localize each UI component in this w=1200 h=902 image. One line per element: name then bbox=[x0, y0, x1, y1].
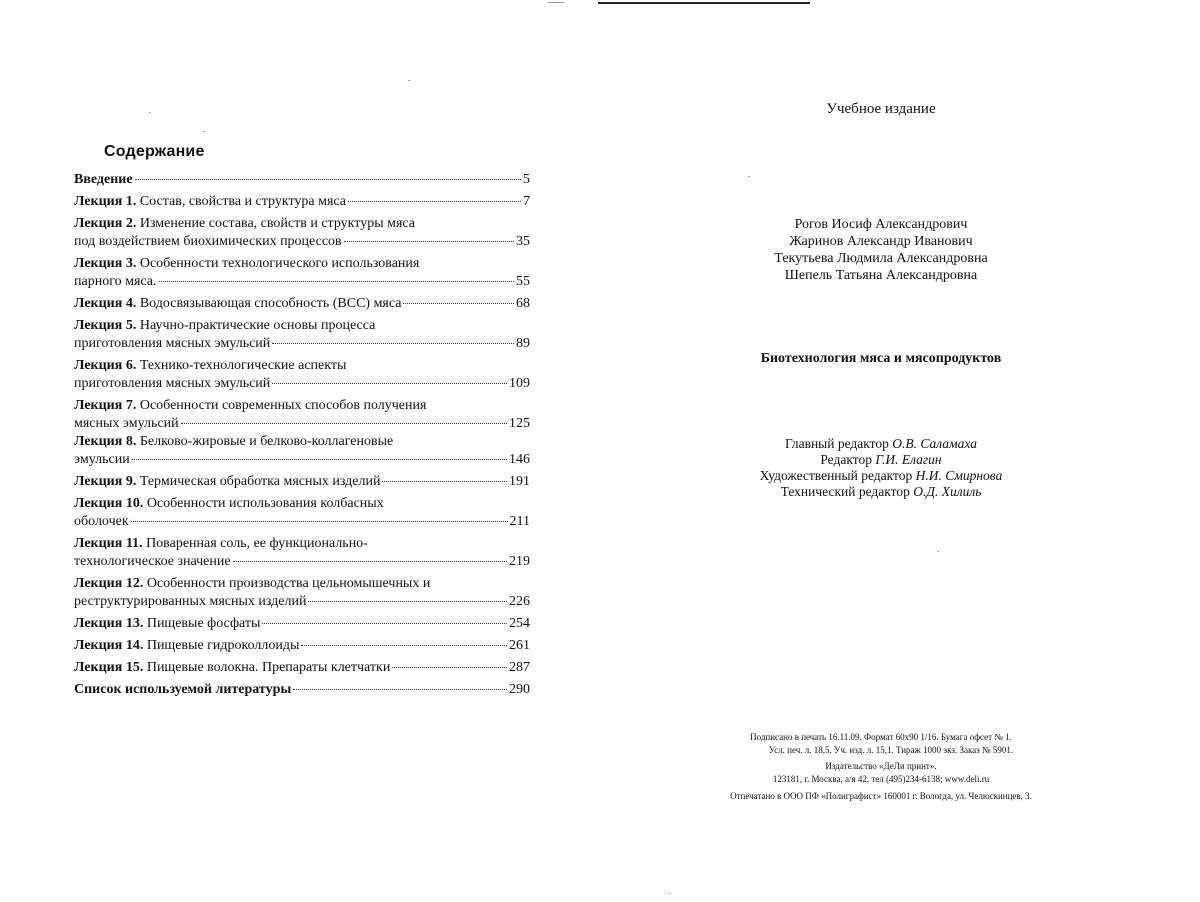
toc-entry-text: Белково-жировые и белково-коллагеновые bbox=[139, 434, 394, 449]
toc-leader-dots bbox=[392, 667, 507, 668]
toc-entry-text: приготовления мясных эмульсий bbox=[74, 336, 271, 351]
toc-leader-dots bbox=[348, 201, 521, 202]
toc-entry-label: Лекция 12. bbox=[74, 576, 144, 591]
toc-entry-label: Лекция 14. bbox=[74, 638, 144, 653]
toc-entry-text: эмульсии bbox=[74, 452, 130, 467]
editor-line bbox=[700, 484, 1062, 500]
toc-entry bbox=[74, 575, 530, 611]
toc-entry-label: Лекция 15. bbox=[74, 660, 144, 675]
toc-entry-label: Лекция 4. bbox=[74, 296, 137, 311]
toc-entry bbox=[74, 535, 530, 571]
toc-entry-text: парного мяса. bbox=[74, 274, 157, 289]
toc-entry bbox=[74, 357, 530, 393]
toc-entry bbox=[74, 495, 530, 531]
toc-entry-text: технологическое значение bbox=[74, 554, 231, 569]
edition-type: Учебное издание bbox=[826, 101, 936, 117]
toc-page-number: 109 bbox=[509, 376, 530, 391]
imprint-publisher: Издательство «ДеЛи принт». bbox=[825, 761, 937, 771]
toc-entry-label: Лекция 5. bbox=[74, 318, 137, 333]
toc-entry-label: Лекция 1. bbox=[74, 194, 137, 209]
toc-page-number: 68 bbox=[516, 296, 530, 311]
editor-name: О.Д. Хилиль bbox=[913, 484, 982, 499]
scan-edge-line bbox=[598, 2, 810, 4]
toc-entry bbox=[74, 615, 530, 633]
toc-leader-dots bbox=[262, 623, 507, 624]
editor-role: Технический редактор bbox=[780, 484, 910, 499]
toc-page-number: 219 bbox=[509, 554, 530, 569]
toc-page-number: 55 bbox=[516, 274, 530, 289]
toc-entry bbox=[74, 659, 530, 677]
toc-page-number: 89 bbox=[516, 336, 530, 351]
toc-leader-dots bbox=[382, 481, 507, 482]
toc-title: Содержание bbox=[104, 143, 205, 160]
toc-entry-text: Особенности современных способов получения bbox=[139, 398, 427, 413]
toc-page-number: 261 bbox=[509, 638, 530, 653]
toc-page-number: 125 bbox=[509, 416, 530, 431]
toc-leader-dots bbox=[403, 303, 514, 304]
toc-entry-text: Пищевые гидроколлоиды bbox=[146, 638, 300, 653]
toc-entry bbox=[74, 681, 530, 699]
toc-entry bbox=[74, 295, 530, 313]
toc-entry-text: приготовления мясных эмульсий bbox=[74, 376, 271, 391]
toc-entry-text: Особенности использования колбасных bbox=[146, 496, 384, 511]
toc-entry bbox=[74, 473, 530, 491]
editor-line bbox=[700, 468, 1062, 484]
editor-line bbox=[700, 452, 1062, 468]
toc-entry bbox=[74, 433, 530, 469]
toc-entry bbox=[74, 171, 530, 189]
toc-entry-label: Лекция 10. bbox=[74, 496, 144, 511]
toc-entry-text: Пищевые фосфаты bbox=[146, 616, 261, 631]
toc-leader-dots bbox=[135, 179, 521, 180]
imprint-sheets: Усл. печ. л. 18,5. Уч. изд. л. 15,1. Тираж 1000 экз. Заказ № 5901. bbox=[768, 745, 1014, 755]
toc-leader-dots bbox=[293, 689, 507, 690]
toc-leader-dots bbox=[344, 241, 514, 242]
toc-entry-label: Лекция 11. bbox=[74, 536, 143, 551]
editor-name: О.В. Саламаха bbox=[892, 436, 977, 451]
table-of-contents bbox=[74, 171, 530, 699]
editor-role: Художественный редактор bbox=[759, 468, 913, 483]
scan-speck bbox=[668, 893, 670, 894]
book-title: Биотехнология мяса и мясопродуктов bbox=[760, 351, 1002, 366]
scan-speck bbox=[203, 131, 205, 132]
toc-entry-text: Термическая обработка мясных изделий bbox=[139, 474, 381, 489]
toc-entry bbox=[74, 215, 530, 251]
toc-entry bbox=[74, 193, 530, 211]
toc-page-number: 35 bbox=[516, 234, 530, 249]
editor-name: Н.И. Смирнова bbox=[915, 468, 1003, 483]
toc-page-number: 287 bbox=[509, 660, 530, 675]
toc-leader-dots bbox=[132, 459, 507, 460]
toc-page-number: 7 bbox=[523, 194, 530, 209]
toc-entry-text: Технико-технологические аспекты bbox=[139, 358, 347, 373]
imprint-block bbox=[700, 731, 1062, 803]
author-list bbox=[700, 216, 1062, 284]
toc-entry-text: Водосвязывающая способность (ВСС) мяса bbox=[139, 296, 402, 311]
toc-entry-label: Лекция 8. bbox=[74, 434, 137, 449]
author-name: Жаринов Александр Иванович bbox=[789, 234, 973, 249]
toc-leader-dots bbox=[272, 343, 514, 344]
toc-leader-dots bbox=[301, 645, 507, 646]
toc-page-number: 191 bbox=[509, 474, 530, 489]
toc-entry-label: Введение bbox=[74, 172, 133, 187]
toc-entry-text: Научно-практические основы процесса bbox=[139, 318, 376, 333]
toc-page-number: 254 bbox=[509, 616, 530, 631]
author-name: Шепель Татьяна Александровна bbox=[784, 268, 978, 283]
scan-edge-line bbox=[548, 2, 564, 3]
toc-leader-dots bbox=[181, 423, 507, 424]
scan-speck bbox=[937, 551, 939, 552]
toc-entry-label: Лекция 2. bbox=[74, 216, 137, 231]
toc-entry-text: Особенности производства цельномышечных и bbox=[146, 576, 431, 591]
toc-entry bbox=[74, 637, 530, 655]
toc-entry-text: Состав, свойства и структура мяса bbox=[139, 194, 347, 209]
editor-name: Г.И. Елагин bbox=[875, 452, 942, 467]
toc-entry-text: Поваренная соль, ее функционально- bbox=[146, 536, 368, 551]
toc-entry-label: Список используемой литературы bbox=[74, 682, 292, 697]
toc-page-number: 5 bbox=[523, 172, 530, 187]
toc-entry-label: Лекция 7. bbox=[74, 398, 137, 413]
toc-entry-text: оболочек bbox=[74, 514, 129, 529]
toc-entry-label: Лекция 13. bbox=[74, 616, 144, 631]
toc-entry-text: мясных эмульсий bbox=[74, 416, 179, 431]
imprint-address: 123181, г. Москва, а/я 42, тел (495)234-6138; www.deli.ru bbox=[772, 774, 990, 784]
toc-entry-text: Особенности технологического использования bbox=[139, 256, 420, 271]
imprint-printed: Отпечатано в ООО ПФ «Полиграфист» 160001 г. Вологда, ул. Челюскинцев, 3. bbox=[730, 791, 1032, 801]
toc-entry-label: Лекция 6. bbox=[74, 358, 137, 373]
toc-page-number: 226 bbox=[509, 594, 530, 609]
toc-page-number: 290 bbox=[509, 682, 530, 697]
toc-page-number: 211 bbox=[509, 514, 530, 529]
toc-leader-dots bbox=[272, 383, 507, 384]
toc-entry bbox=[74, 397, 530, 433]
editor-role: Главный редактор bbox=[785, 436, 889, 451]
toc-page-number: 146 bbox=[509, 452, 530, 467]
toc-leader-dots bbox=[159, 281, 515, 282]
editor-line bbox=[700, 436, 1062, 452]
scan-speck bbox=[748, 176, 750, 177]
toc-entry-text: реструктурированных мясных изделий bbox=[74, 594, 307, 609]
toc-entry-label: Лекция 3. bbox=[74, 256, 137, 271]
author-name: Текутьева Людмила Александровна bbox=[774, 251, 988, 266]
scan-speck bbox=[408, 80, 410, 81]
toc-entry-text: Пищевые волокна. Препараты клетчатки bbox=[146, 660, 391, 675]
toc-entry-text: под воздействием биохимических процессов bbox=[74, 234, 342, 249]
editor-role: Редактор bbox=[820, 452, 872, 467]
imprint-signed: Подписано в печать 16.11.09. Формат 60х90 1/16. Бумага офсет № 1. bbox=[750, 732, 1012, 742]
toc-leader-dots bbox=[308, 601, 507, 602]
editor-list bbox=[700, 436, 1062, 500]
author-name: Рогов Иосиф Александрович bbox=[794, 217, 968, 232]
toc-entry bbox=[74, 317, 530, 353]
toc-entry-text: Изменение состава, свойств и структуры мяса bbox=[139, 216, 415, 231]
toc-leader-dots bbox=[131, 521, 508, 522]
toc-entry-label: Лекция 9. bbox=[74, 474, 137, 489]
scan-speck bbox=[149, 112, 151, 113]
toc-leader-dots bbox=[233, 561, 507, 562]
toc-entry bbox=[74, 255, 530, 291]
